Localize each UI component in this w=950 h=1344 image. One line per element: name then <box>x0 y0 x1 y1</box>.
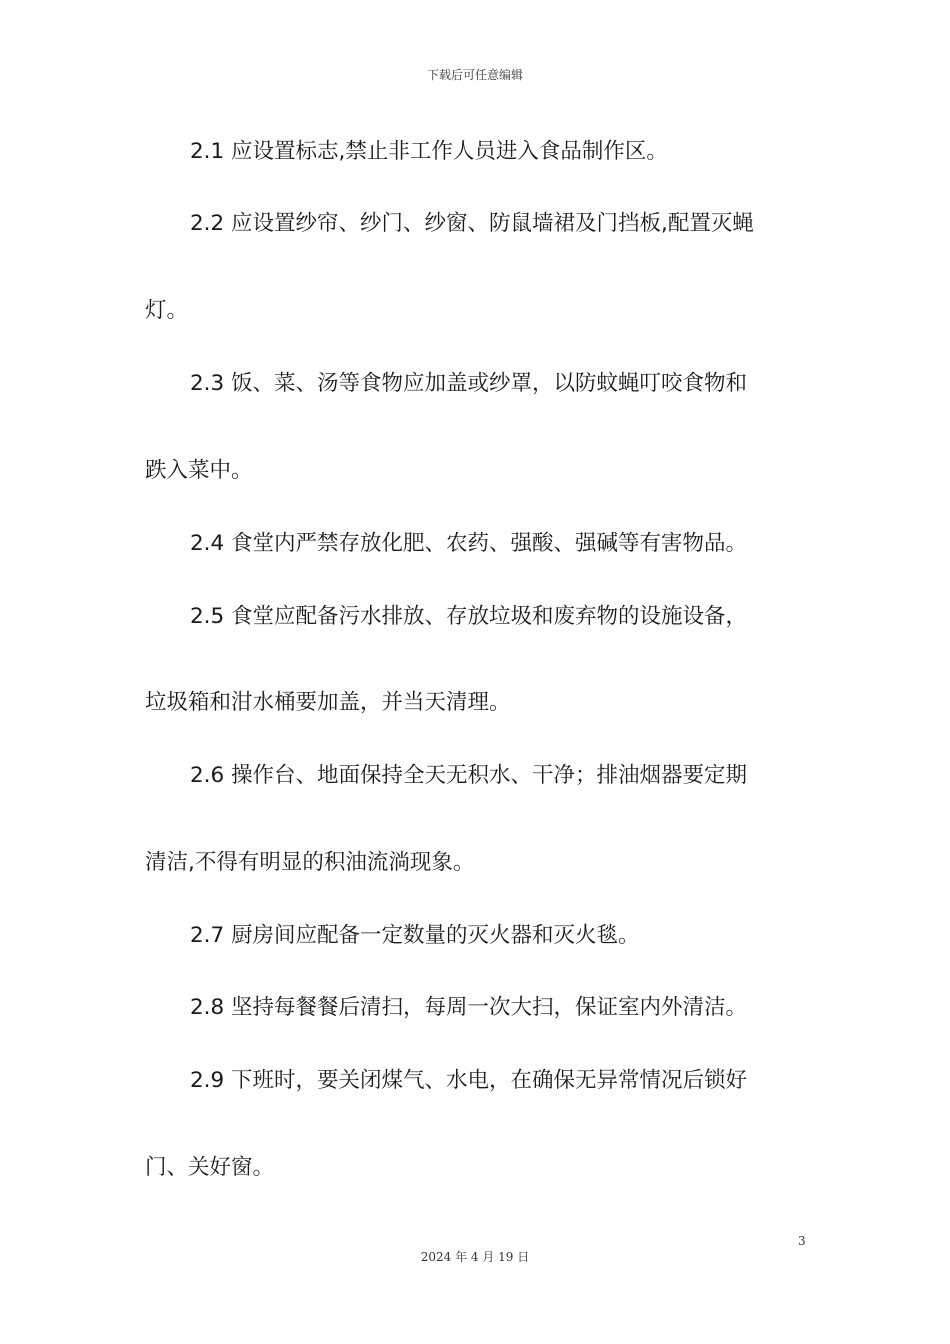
paragraph-2-9-line-1: 2.9 下班时，要关闭煤气、水电，在确保无异常情况后锁好 <box>190 1068 748 1093</box>
paragraph-2-6-line-2: 清洁,不得有明显的积油流淌现象。 <box>145 850 475 875</box>
page-footer-date: 2024 年 4 月 19 日 <box>420 1250 530 1264</box>
paragraph-2-3-line-2: 跌入菜中。 <box>145 458 253 483</box>
paragraph-2-4: 2.4 食堂内严禁存放化肥、农药、强酸、强碱等有害物品。 <box>190 531 748 556</box>
paragraph-2-8: 2.8 坚持每餐餐后清扫，每周一次大扫，保证室内外清洁。 <box>190 995 748 1020</box>
paragraph-2-5-line-1: 2.5 食堂应配备污水排放、存放垃圾和废弃物的设施设备， <box>190 604 748 629</box>
paragraph-2-2-line-2: 灯。 <box>145 298 189 323</box>
paragraph-2-9-line-2: 门、关好窗。 <box>145 1155 275 1180</box>
paragraph-2-5-line-2: 垃圾箱和泔水桶要加盖，并当天清理。 <box>145 690 511 715</box>
paragraph-2-6-line-1: 2.6 操作台、地面保持全天无积水、干净；排油烟器要定期 <box>190 763 748 788</box>
page-number: 3 <box>798 1234 806 1248</box>
paragraph-2-3-line-1: 2.3 饭、菜、汤等食物应加盖或纱罩，以防蚊蝇叮咬食物和 <box>190 371 748 396</box>
paragraph-2-1: 2.1 应设置标志,禁止非工作人员进入食品制作区。 <box>190 139 668 164</box>
paragraph-2-7: 2.7 厨房间应配备一定数量的灭火器和灭火毯。 <box>190 923 640 948</box>
page-header: 下载后可任意编辑 <box>426 68 523 82</box>
paragraph-2-2-line-1: 2.2 应设置纱帘、纱门、纱窗、防鼠墙裙及门挡板,配置灭蝇 <box>190 211 754 236</box>
